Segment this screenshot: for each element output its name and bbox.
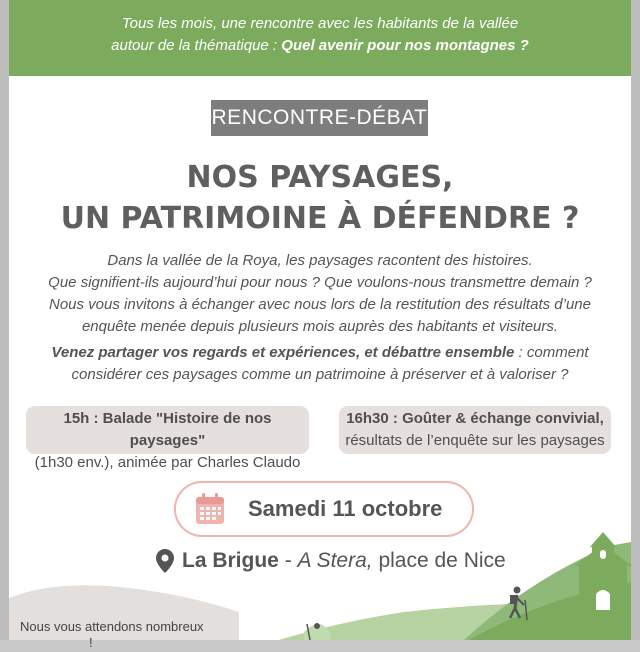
intro-paragraph: [9, 250, 631, 338]
event-date: Samedi 11 octobre: [248, 496, 443, 521]
welcome-text-2: !: [89, 635, 93, 650]
banner-line-2-prefix: autour de la thématique :: [111, 37, 282, 54]
cta-line-1: [9, 342, 631, 364]
intro-line: Dans la vallée de la Roya, les paysages racontent des histoires.: [107, 252, 533, 269]
intro-line: Que signifient-ils aujourd’hui pour nous ? Que voulons-nous transmettre demain ?: [48, 274, 592, 291]
cta-line-2: considérer ces paysages comme un patrimoine à préserver et à valoriser ?: [71, 366, 569, 383]
right-border: [631, 0, 640, 640]
cta-rest: : comment: [514, 344, 589, 361]
top-banner: [9, 0, 631, 76]
program-item-detail: résultats de l’enquête sur les paysages: [345, 432, 605, 449]
program-item-title: 15h : Balade "Histoire de nos paysages": [63, 410, 272, 449]
poster: [9, 0, 631, 650]
location-venue: A Stera,: [297, 549, 373, 572]
program-item-detail: (1h30 env.), animée par Charles Claudo: [34, 454, 301, 471]
event-type-tag: RENCONTRE-DÉBAT: [211, 100, 428, 136]
left-border: [0, 0, 9, 640]
program-item-walk: [26, 406, 309, 471]
title-line-2: UN PATRIMOINE À DÉFENDRE ?: [60, 201, 580, 236]
location-separator: -: [278, 549, 298, 572]
intro-line: Nous vous invitons à échanger avec nous lors de la restitution des résultats d’une: [49, 296, 591, 313]
location-town: La Brigue: [182, 549, 279, 572]
title-line-1: NOS PAYSAGES,: [186, 160, 454, 195]
program-item-title: 16h30 : Goûter & échange convivial,: [346, 410, 604, 427]
welcome-text: Nous vous attendons nombreux: [20, 619, 204, 634]
program-item-snack: [339, 406, 611, 454]
call-to-action: [9, 342, 631, 386]
location-place: place de Nice: [372, 549, 506, 572]
intro-line: enquête menée depuis plusieurs mois auprès des habitants et visiteurs.: [81, 318, 559, 335]
banner-theme: Quel avenir pour nos montagnes ?: [281, 37, 529, 54]
page-title: [9, 157, 631, 239]
banner-line-1: Tous les mois, une rencontre avec les habitants de la vallée: [121, 15, 519, 32]
cta-bold: Venez partager vos regards et expériences, et débattre ensemble: [51, 344, 515, 361]
banner-line-2: [9, 35, 631, 57]
